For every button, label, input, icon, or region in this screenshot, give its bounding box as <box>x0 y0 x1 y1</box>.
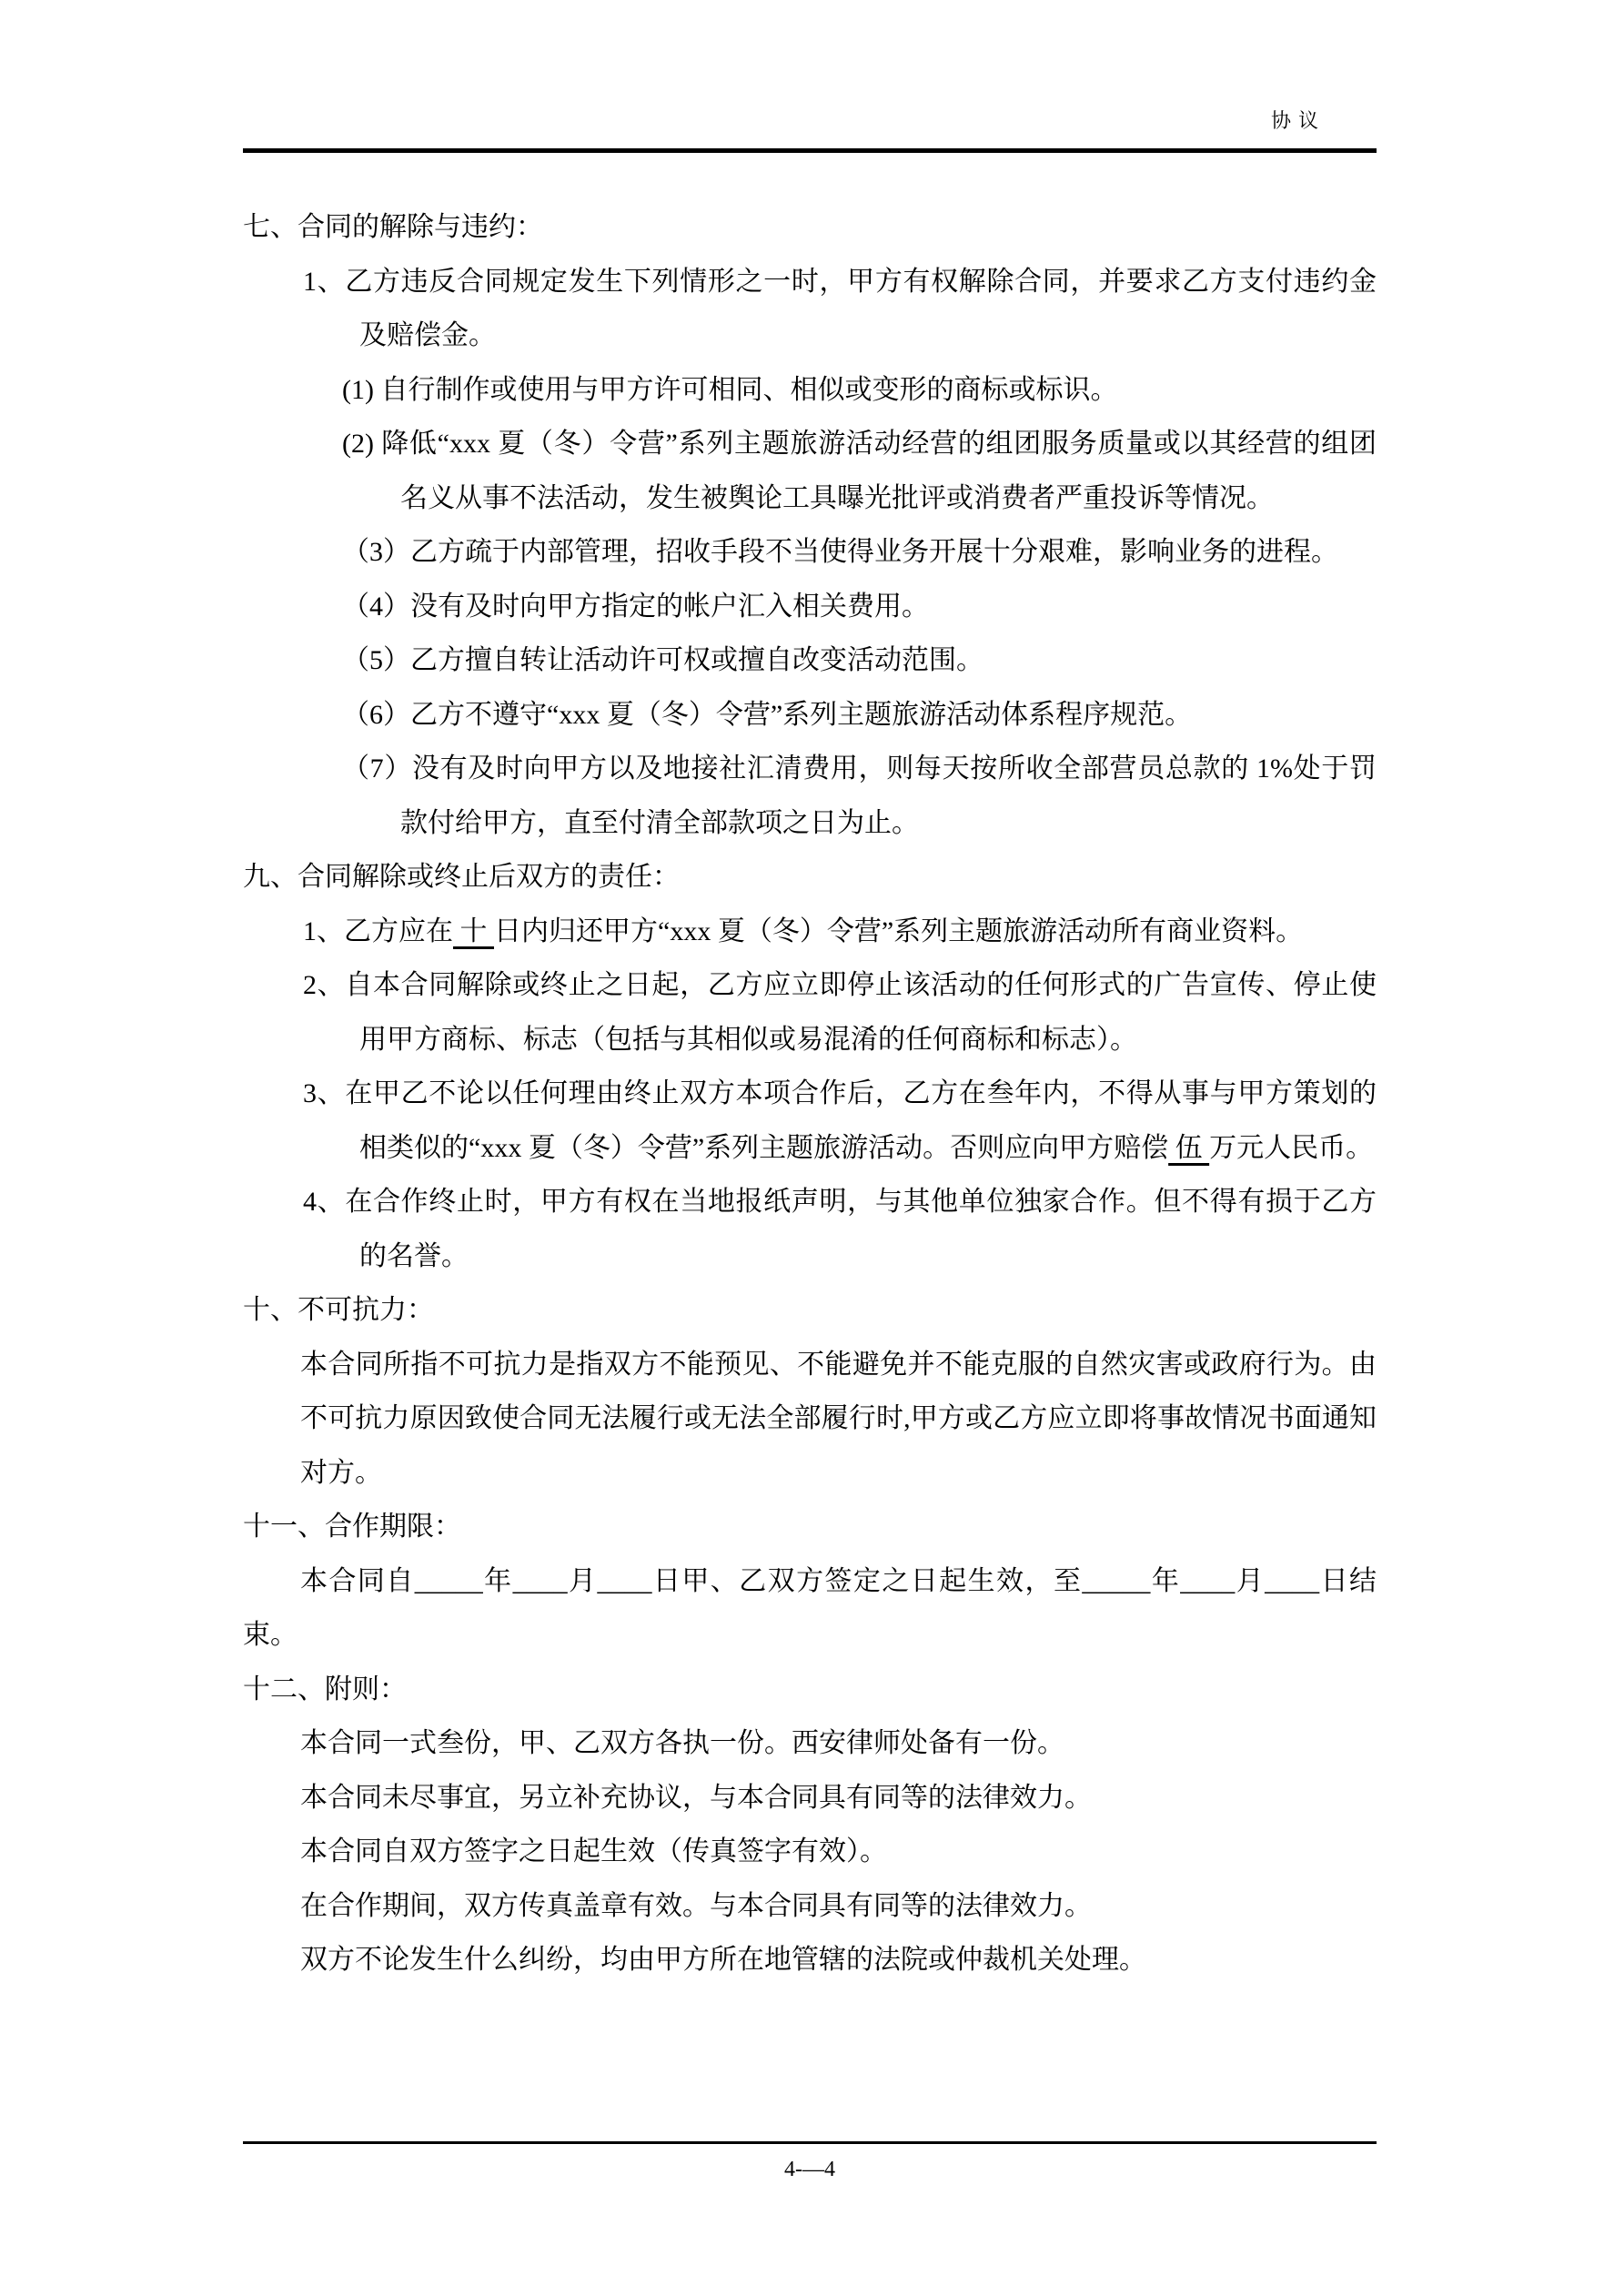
list-item-text: 1、乙方应在 <box>303 915 453 946</box>
sub-list-item: (2) 降低“xxx 夏（冬）令营”系列主题旅游活动经营的组团服务质量或以其经营的组团名义从事不法活动，发生被舆论工具曝光批评或消费者严重投诉等情况。 <box>342 429 1377 513</box>
section-heading: 十一、合作期限： <box>243 1512 461 1542</box>
list-item: 1、乙方违反合同规定发生下列情形之一时，甲方有权解除合同，并要求乙方支付违约金及赔偿金。 <box>303 266 1377 350</box>
paragraph: 本合同一式叁份，甲、乙双方各执一份。西安律师处备有一份。 <box>300 1728 1064 1758</box>
page-header-title: 协议 <box>1270 109 1326 132</box>
list-item: 2、自本合同解除或终止之日起，乙方应立即停止该活动的任何形式的广告宣传、停止使用甲方商标、标志（包括与其相似或易混淆的任何商标和标志）。 <box>303 970 1377 1055</box>
sub-list-item: （4）没有及时向甲方指定的帐户汇入相关费用。 <box>342 591 929 622</box>
underlined-blank: 伍 <box>1168 1132 1210 1163</box>
list-item: 4、在合作终止时，甲方有权在当地报纸声明，与其他单位独家合作。但不得有损于乙方的名誉。 <box>303 1187 1377 1271</box>
list-item-text: 万元人民币。 <box>1209 1132 1374 1163</box>
footer-rule <box>243 2141 1377 2144</box>
paragraph: 本合同未尽事宜，另立补充协议，与本合同具有同等的法律效力。 <box>300 1782 1092 1813</box>
header-rule <box>243 148 1377 153</box>
section-heading: 十二、附则： <box>243 1674 407 1704</box>
sub-list-item: （3）乙方疏于内部管理，招收手段不当使得业务开展十分艰难，影响业务的进程。 <box>342 537 1338 567</box>
section-heading: 七、合同的解除与违约： <box>243 212 543 242</box>
list-item <box>243 905 1377 959</box>
sub-list-item: （7）没有及时向甲方以及地接社汇清费用，则每天按所收全部营员总款的 1%处于罚款付给甲方，直至付清全部款项之日为止。 <box>342 754 1377 838</box>
paragraph: 在合作期间，双方传真盖章有效。与本合同具有同等的法律效力。 <box>300 1890 1092 1921</box>
document-body <box>243 200 1377 1988</box>
list-item-text: 日内归还甲方“xxx 夏（冬）令营”系列主题旅游活动所有商业资料。 <box>494 915 1304 946</box>
list-item <box>243 1067 1377 1175</box>
sub-list-item: （6）乙方不遵守“xxx 夏（冬）令营”系列主题旅游活动体系程序规范。 <box>342 699 1193 730</box>
section-heading: 十、不可抗力： <box>243 1295 434 1325</box>
paragraph: 双方不论发生什么纠纷，均由甲方所在地管辖的法院或仲裁机关处理。 <box>300 1945 1146 1975</box>
paragraph: 本合同所指不可抗力是指双方不能预见、不能避免并不能克服的自然灾害或政府行为。由不可抗力原因致使合同无法履行或无法全部履行时,甲方或乙方应立即将事故情况书面通知对方。 <box>300 1349 1377 1488</box>
list-item-text: 3、在甲乙不论以任何理由终止双方本项合作后，乙方在叁年内，不得从事与甲方策划的相类似的“xxx 夏（冬）令营”系列主题旅游活动。否则应向甲方赔偿 <box>303 1078 1377 1163</box>
page-number: 4-—4 <box>784 2158 835 2181</box>
paragraph: 本合同自_____年____月____日甲、乙双方签定之日起生效，至_____年____月____日结束。 <box>243 1565 1377 1650</box>
sub-list-item: （5）乙方擅自转让活动许可权或擅自改变活动范围。 <box>342 645 983 675</box>
underlined-blank: 十 <box>453 915 494 946</box>
section-heading: 九、合同解除或终止后双方的责任： <box>243 862 680 892</box>
sub-list-item: (1) 自行制作或使用与甲方许可相同、相似或变形的商标或标识。 <box>342 374 1118 405</box>
paragraph: 本合同自双方签字之日起生效（传真签字有效）。 <box>300 1836 887 1866</box>
